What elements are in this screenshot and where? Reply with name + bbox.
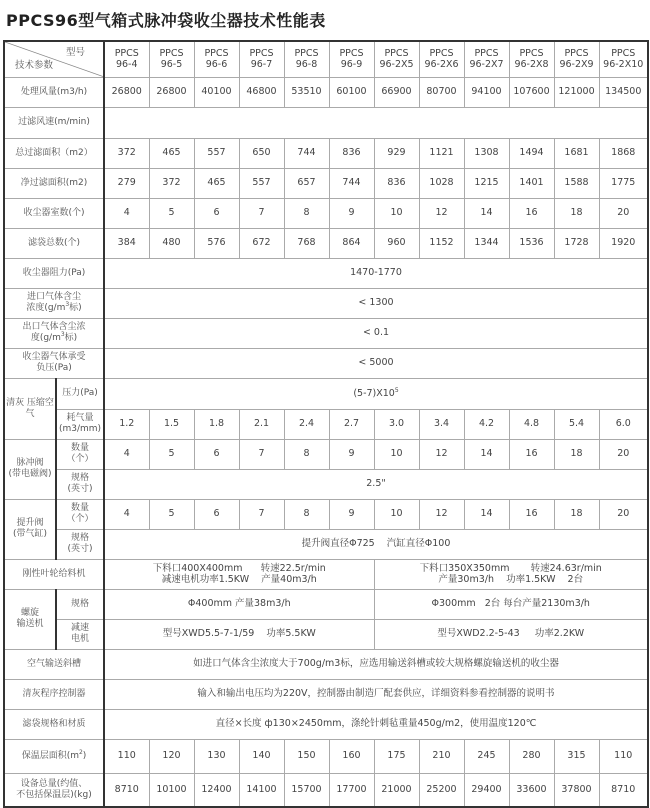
cell-value: 210 [419, 739, 464, 773]
cell-value: 576 [194, 228, 239, 258]
cell-value: 14 [464, 198, 509, 228]
group-label-screw-conveyor: 螺旋 输送机 [4, 589, 56, 649]
model-header: PPCS 96-9 [329, 41, 374, 77]
cell-value: 3.4 [419, 409, 464, 439]
row-label: 总过滤面积（m2） [4, 138, 104, 168]
row-outlet-concentration [4, 318, 648, 348]
cell-value: 20 [599, 198, 648, 228]
cell-value [104, 107, 648, 138]
cell-value: 768 [284, 228, 329, 258]
row-pulse-valve-quantity [4, 439, 648, 469]
cell-value: 6.0 [599, 409, 648, 439]
cell-value: 372 [149, 168, 194, 198]
cell-value: 26800 [104, 77, 149, 107]
cell-value: 5 [149, 439, 194, 469]
cell-value: 9 [329, 198, 374, 228]
row-lift-valve-spec [4, 529, 648, 559]
cell-value: 140 [239, 739, 284, 773]
model-header: PPCS 96-6 [194, 41, 239, 77]
cell-value: 1401 [509, 168, 554, 198]
row-filter-speed [4, 107, 648, 138]
row-net-area [4, 168, 648, 198]
cell-value: 12 [419, 499, 464, 529]
cell-value: 2.5" [104, 469, 648, 499]
cell-value: 744 [284, 138, 329, 168]
cell-value: 650 [239, 138, 284, 168]
cell-value: 提升阀直径Φ725 汽缸直径Φ100 [104, 529, 648, 559]
cell-value: 1470-1770 [104, 258, 648, 288]
cell-value: 8 [284, 198, 329, 228]
row-label: 保温层面积$(m^2)$ [4, 739, 104, 773]
cell-value: $(5-7)X10^5$ [104, 378, 648, 409]
row-insulation-area [4, 739, 648, 773]
cell-value: 672 [239, 228, 284, 258]
cell-value: 16 [509, 439, 554, 469]
cell-value: 1.8 [194, 409, 239, 439]
cell-value: 60100 [329, 77, 374, 107]
cell-value: 8 [284, 499, 329, 529]
cell-value: 4.2 [464, 409, 509, 439]
cell-value-right: Φ300mm 2台 每台产量2130m3/h [374, 589, 648, 619]
row-label: 滤袋总数(个) [4, 228, 104, 258]
cell-value: 1920 [599, 228, 648, 258]
cell-value: 1681 [554, 138, 599, 168]
group-label-lift-valve: 提升阀 (带气缸) [4, 499, 56, 559]
cell-value: 8710 [599, 773, 648, 807]
cell-value: 557 [194, 138, 239, 168]
cell-value: 10100 [149, 773, 194, 807]
row-air-consumption [4, 409, 648, 439]
cell-value: 10 [374, 499, 419, 529]
cell-value: 3.0 [374, 409, 419, 439]
row-label: 收尘器室数(个) [4, 198, 104, 228]
cell-value: 110 [104, 739, 149, 773]
cell-value: 4 [104, 439, 149, 469]
cell-value: 1215 [464, 168, 509, 198]
cell-value: 8710 [104, 773, 149, 807]
sub-label: 规格 (英寸) [56, 469, 104, 499]
row-label: 出口气体含尘浓 度($g/m^3$标) [4, 318, 104, 348]
row-total-area [4, 138, 648, 168]
cell-value: 150 [284, 739, 329, 773]
cell-value: < 1300 [104, 288, 648, 318]
sub-label: 规格 [56, 589, 104, 619]
row-label: 收尘器阻力(Pa) [4, 258, 104, 288]
cell-value: 7 [239, 198, 284, 228]
sub-label: 数量 （个） [56, 439, 104, 469]
cell-value: 864 [329, 228, 374, 258]
group-label-compressed-air: 清灰 压缩空气 [4, 378, 56, 439]
cell-value: 1308 [464, 138, 509, 168]
cell-value: 130 [194, 739, 239, 773]
cell-value: 315 [554, 739, 599, 773]
cell-value: 9 [329, 439, 374, 469]
cell-value: 1588 [554, 168, 599, 198]
cell-value: 960 [374, 228, 419, 258]
row-resistance [4, 258, 648, 288]
cell-value: 6 [194, 198, 239, 228]
cell-value: 2.4 [284, 409, 329, 439]
cell-value: 16 [509, 198, 554, 228]
cell-value: 5.4 [554, 409, 599, 439]
row-label: 过滤风速(m/min) [4, 107, 104, 138]
page-title: PPCS96型气箱式脉冲袋收尘器技术性能表 [6, 11, 326, 30]
corner-model-label: 型号 [65, 47, 85, 58]
cell-value: 480 [149, 228, 194, 258]
cell-value: 37800 [554, 773, 599, 807]
cell-value: 66900 [374, 77, 419, 107]
row-bags [4, 228, 648, 258]
cell-value: 4.8 [509, 409, 554, 439]
row-label: 刚性叶轮给料机 [4, 559, 104, 589]
cell-value: 5 [149, 499, 194, 529]
cell-value: < 0.1 [104, 318, 648, 348]
cell-value: 120 [149, 739, 194, 773]
row-label: 处理风量(m3/h) [4, 77, 104, 107]
cell-value-left: Φ400mm 产量38m3/h [104, 589, 374, 619]
cell-value: 929 [374, 138, 419, 168]
cell-value: 4 [104, 198, 149, 228]
cell-value: 9 [329, 499, 374, 529]
model-header: PPCS 96-4 [104, 41, 149, 77]
cell-value: 1.2 [104, 409, 149, 439]
cell-value: 21000 [374, 773, 419, 807]
cell-value: 94100 [464, 77, 509, 107]
cell-value: 直径×长度 ф130×2450mm，涤纶针刺毡重量450g/m2，使用温度120℃ [104, 709, 648, 739]
model-header: PPCS 96-2X9 [554, 41, 599, 77]
cell-value: 15700 [284, 773, 329, 807]
cell-value: < 5000 [104, 348, 648, 378]
cell-value-left: 型号XWD5.5-7-1/59 功率5.5KW [104, 619, 374, 649]
corner-param-label: 技术参数 [15, 60, 54, 72]
row-label: 收尘器气体承受 负压(Pa) [4, 348, 104, 378]
cell-value: 14100 [239, 773, 284, 807]
cell-value-right: 下料口350X350mm 转速24.63r/min 产量30m3/h 功率1.5KW 2台 [374, 559, 648, 589]
cell-value: 110 [599, 739, 648, 773]
row-air-slide [4, 649, 648, 679]
cell-value: 1494 [509, 138, 554, 168]
cell-value: 279 [104, 168, 149, 198]
cell-value: 46800 [239, 77, 284, 107]
row-chambers [4, 198, 648, 228]
cell-value: 160 [329, 739, 374, 773]
row-label: 设备总量(约值、 不包括保温层)(kg) [4, 773, 104, 807]
cell-value: 134500 [599, 77, 648, 107]
cell-value: 6 [194, 499, 239, 529]
cell-value: 1728 [554, 228, 599, 258]
cell-value: 1536 [509, 228, 554, 258]
row-controller [4, 679, 648, 709]
row-screw-conveyor-motor [4, 619, 648, 649]
cell-value: 372 [104, 138, 149, 168]
model-header: PPCS 96-8 [284, 41, 329, 77]
row-label: 空气输送斜槽 [4, 649, 104, 679]
model-header: PPCS 96-7 [239, 41, 284, 77]
cell-value: 7 [239, 439, 284, 469]
model-header: PPCS 96-2X6 [419, 41, 464, 77]
cell-value: 2.7 [329, 409, 374, 439]
cell-value: 121000 [554, 77, 599, 107]
cell-value: 1028 [419, 168, 464, 198]
cell-value: 如进口气体含尘浓度大于700g/m3标，应选用输送斜槽或较大规格螺旋输送机的收尘器 [104, 649, 648, 679]
cell-value: 输入和输出电压均为220V，控制器由制造厂配套供应，详细资料参看控制器的说明书 [104, 679, 648, 709]
cell-value: 465 [194, 168, 239, 198]
sub-label: 减速 电机 [56, 619, 104, 649]
cell-value: 280 [509, 739, 554, 773]
cell-value: 4 [104, 499, 149, 529]
header-row [4, 41, 648, 77]
row-label: 清灰程序控制器 [4, 679, 104, 709]
row-negative-pressure [4, 348, 648, 378]
cell-value: 5 [149, 198, 194, 228]
cell-value: 6 [194, 439, 239, 469]
model-header: PPCS 96-2X10 [599, 41, 648, 77]
row-bag-spec [4, 709, 648, 739]
cell-value: 7 [239, 499, 284, 529]
cell-value: 1775 [599, 168, 648, 198]
row-airflow [4, 77, 648, 107]
cell-value: 26800 [149, 77, 194, 107]
cell-value: 8 [284, 439, 329, 469]
cell-value: 836 [329, 138, 374, 168]
cell-value: 12 [419, 198, 464, 228]
cell-value: 1121 [419, 138, 464, 168]
cell-value: 18 [554, 499, 599, 529]
model-header: PPCS 96-2X5 [374, 41, 419, 77]
row-air-pressure [4, 378, 648, 409]
cell-value: 175 [374, 739, 419, 773]
cell-value-right: 型号XWD2.2-5-43 功率2.2KW [374, 619, 648, 649]
cell-value: 10 [374, 198, 419, 228]
cell-value: 53510 [284, 77, 329, 107]
cell-value: 80700 [419, 77, 464, 107]
row-label: 滤袋规格和材质 [4, 709, 104, 739]
cell-value: 836 [374, 168, 419, 198]
cell-value: 384 [104, 228, 149, 258]
cell-value: 16 [509, 499, 554, 529]
model-header: PPCS 96-2X8 [509, 41, 554, 77]
row-lift-valve-quantity [4, 499, 648, 529]
cell-value: 20 [599, 499, 648, 529]
cell-value: 17700 [329, 773, 374, 807]
cell-value: 33600 [509, 773, 554, 807]
cell-value: 657 [284, 168, 329, 198]
model-header: PPCS 96-5 [149, 41, 194, 77]
row-rotary-feeder [4, 559, 648, 589]
cell-value: 744 [329, 168, 374, 198]
sub-label: 压力(Pa) [56, 378, 104, 409]
cell-value: 18 [554, 198, 599, 228]
cell-value: 1.5 [149, 409, 194, 439]
row-label: 净过滤面积(m2) [4, 168, 104, 198]
cell-value: 1868 [599, 138, 648, 168]
cell-value: 12400 [194, 773, 239, 807]
cell-value: 18 [554, 439, 599, 469]
sub-label: 耗气量 (m3/mm) [56, 409, 104, 439]
cell-value: 14 [464, 439, 509, 469]
cell-value: 25200 [419, 773, 464, 807]
cell-value: 465 [149, 138, 194, 168]
cell-value: 557 [239, 168, 284, 198]
row-pulse-valve-spec [4, 469, 648, 499]
cell-value: 10 [374, 439, 419, 469]
cell-value: 107600 [509, 77, 554, 107]
group-label-pulse-valve: 脉冲阀 (带电磁阀) [4, 439, 56, 499]
spec-table [3, 40, 649, 808]
cell-value: 245 [464, 739, 509, 773]
cell-value: 12 [419, 439, 464, 469]
row-label: 进口气体含尘 浓度($g/m^3$标) [4, 288, 104, 318]
row-total-weight [4, 773, 648, 807]
cell-value-left: 下料口400X400mm 转速22.5r/min 减速电机功率1.5KW 产量40m3/h [104, 559, 374, 589]
model-header: PPCS 96-2X7 [464, 41, 509, 77]
cell-value: 29400 [464, 773, 509, 807]
sub-label: 规格 (英寸) [56, 529, 104, 559]
cell-value: 14 [464, 499, 509, 529]
cell-value: 20 [599, 439, 648, 469]
sub-label: 数量 （个） [56, 499, 104, 529]
corner-header-cell [4, 41, 104, 77]
cell-value: 1152 [419, 228, 464, 258]
cell-value: 1344 [464, 228, 509, 258]
row-screw-conveyor-spec [4, 589, 648, 619]
row-inlet-concentration [4, 288, 648, 318]
cell-value: 40100 [194, 77, 239, 107]
cell-value: 2.1 [239, 409, 284, 439]
